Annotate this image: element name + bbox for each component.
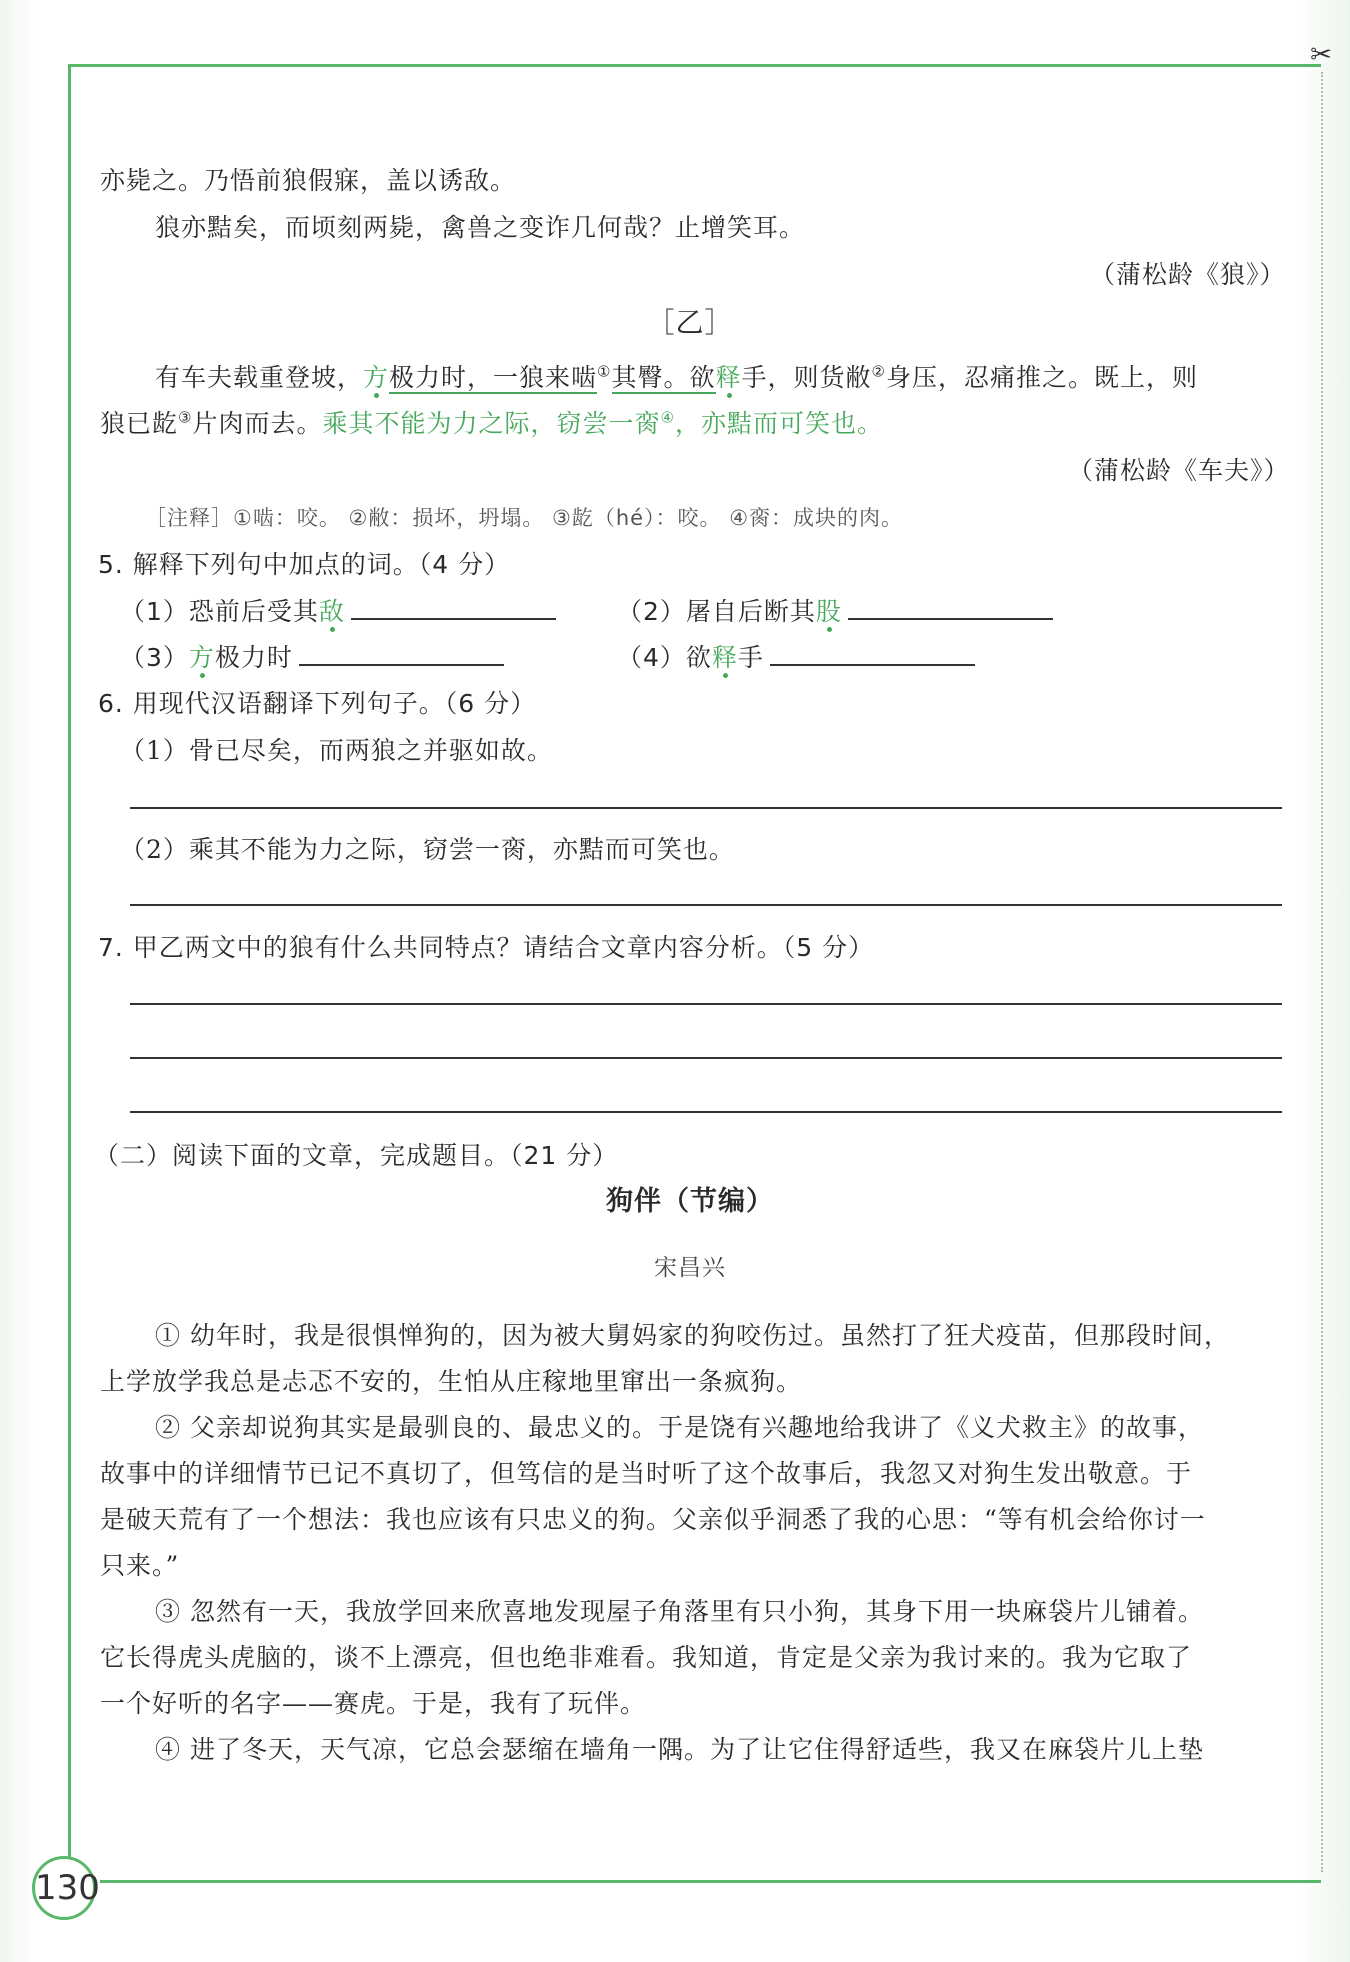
answer-line[interactable] bbox=[130, 904, 1282, 906]
note-ref-3: ③ bbox=[178, 408, 193, 427]
yi-p1-fang: 方 bbox=[363, 363, 390, 392]
answer-line[interactable] bbox=[130, 1057, 1282, 1059]
answer-blank-3[interactable] bbox=[299, 662, 504, 666]
article-line-10: ④ 进了冬天，天气凉，它总会瑟缩在墙角一隅。为了让它住得舒适些，我又在麻袋片儿上垫 bbox=[155, 1735, 1204, 1764]
note-ref-4: ④ bbox=[660, 408, 675, 427]
article-line-1: ① 幼年时，我是很惧惮狗的，因为被大舅妈家的狗咬伤过。虽然打了狂犬疫苗，但那段时间， bbox=[155, 1321, 1230, 1350]
q5-item-1 bbox=[120, 594, 556, 630]
q6-sentence-1: （1）骨已尽矣，而两狼之并驱如故。 bbox=[120, 736, 553, 765]
yi-p1-shi: 释 bbox=[715, 363, 742, 392]
yi-p2-d: 乘其不能为力之际，窃尝一脔 bbox=[322, 409, 661, 438]
article-line-8: 它长得虎头虎脑的，谈不上漂亮，但也绝非难看。我知道，肯定是父亲为我讨来的。我为它取了 bbox=[100, 1643, 1193, 1672]
note-ref-1: ① bbox=[597, 362, 612, 381]
page-number: 130 bbox=[32, 1856, 96, 1920]
jia-line-2: 狼亦黠矣，而顷刻两毙，禽兽之变诈几何哉？止增笑耳。 bbox=[155, 213, 806, 242]
q6-title: 6. 用现代汉语翻译下列句子。（6 分） bbox=[98, 689, 537, 718]
answer-line[interactable] bbox=[130, 807, 1282, 809]
yi-notes: ［注释］①啮：咬。 ②敝：损坏，坍塌。 ③龁（hé）：咬。 ④脔：成块的肉。 bbox=[145, 506, 904, 530]
article-author: 宋昌兴 bbox=[654, 1255, 726, 1281]
yi-p2-a: 狼已龁 bbox=[100, 409, 179, 438]
yi-p1-e: 其臀。欲 bbox=[611, 363, 716, 392]
scissors-icon: ✂ bbox=[1310, 40, 1332, 70]
q5-item-4 bbox=[617, 640, 975, 676]
bottom-rule bbox=[100, 1880, 1321, 1883]
article-line-3: ② 父亲却说狗其实是最驯良的、最忠义的。于是饶有兴趣地给我讲了《义犬救主》的故事， bbox=[155, 1413, 1204, 1442]
note-ref-2: ② bbox=[871, 362, 886, 381]
jia-line-1: 亦毙之。乃悟前狼假寐，盖以诱敌。 bbox=[100, 166, 517, 195]
q5-item-1-word: 敌 bbox=[318, 597, 345, 626]
q5-item-3-text: （3） bbox=[120, 643, 189, 672]
q5-title: 5. 解释下列句中加点的词。（4 分） bbox=[98, 550, 511, 579]
cut-line bbox=[1321, 72, 1323, 1872]
answer-blank-1[interactable] bbox=[351, 616, 556, 620]
jia-source: （蒲松龄《狼》） bbox=[1090, 260, 1286, 289]
article-line-6: 只来。” bbox=[100, 1551, 180, 1580]
answer-blank-2[interactable] bbox=[848, 616, 1053, 620]
article-line-2: 上学放学我总是忐忑不安的，生怕从庄稼地里窜出一条疯狗。 bbox=[100, 1367, 803, 1396]
q5-item-3-post: 极力时 bbox=[214, 643, 293, 672]
q5-item-4-text: （4）欲 bbox=[617, 643, 712, 672]
part2-intro: （二）阅读下面的文章，完成题目。（21 分） bbox=[94, 1141, 619, 1170]
q5-item-2-word: 股 bbox=[815, 597, 842, 626]
yi-source: （蒲松龄《车夫》） bbox=[1068, 456, 1290, 485]
q5-item-2 bbox=[617, 594, 1053, 630]
article-line-9: 一个好听的名字——赛虎。于是，我有了玩伴。 bbox=[100, 1689, 647, 1718]
yi-p2-f: ，亦黠而可笑也。 bbox=[674, 409, 883, 438]
yi-p1-a: 有车夫载重登坡， bbox=[155, 363, 364, 392]
yi-heading: ［乙］ bbox=[646, 306, 734, 339]
q7-title: 7. 甲乙两文中的狼有什么共同特点？请结合文章内容分析。（5 分） bbox=[98, 933, 875, 962]
q5-item-4-post: 手 bbox=[737, 643, 764, 672]
article-title: 狗伴（节编） bbox=[606, 1186, 774, 1217]
yi-p1-g: 手，则货敝 bbox=[741, 363, 872, 392]
yi-p2-c: 片肉而去。 bbox=[192, 409, 323, 438]
answer-line[interactable] bbox=[130, 1111, 1282, 1113]
q5-item-3 bbox=[120, 640, 504, 676]
q5-item-3-word: 方 bbox=[188, 643, 215, 672]
answer-blank-4[interactable] bbox=[770, 662, 975, 666]
yi-p1-i: 身压，忍痛推之。既上，则 bbox=[886, 363, 1199, 392]
article-line-4: 故事中的详细情节已记不真切了，但笃信的是当时听了这个故事后，我忽又对狗生发出敬意。于 bbox=[100, 1459, 1193, 1488]
article-line-5: 是破天荒有了一个想法：我也应该有只忠义的狗。父亲似乎洞悉了我的心思：“等有机会给你讨一 bbox=[100, 1505, 1206, 1534]
q5-item-2-text: （2）屠自后断其 bbox=[617, 597, 816, 626]
q5-item-4-word: 释 bbox=[711, 643, 738, 672]
q5-item-1-text: （1）恐前后受其 bbox=[120, 597, 319, 626]
article-line-7: ③ 忽然有一天，我放学回来欣喜地发现屋子角落里有只小狗，其身下用一块麻袋片儿铺着。 bbox=[155, 1597, 1204, 1626]
answer-line[interactable] bbox=[130, 1003, 1282, 1005]
yi-paragraph-line-2 bbox=[100, 406, 883, 442]
yi-paragraph-line-1 bbox=[155, 360, 1198, 396]
yi-p1-c: 极力时，一狼来啮 bbox=[389, 363, 598, 392]
q6-sentence-2: （2）乘其不能为力之际，窃尝一脔，亦黠而可笑也。 bbox=[120, 835, 735, 864]
